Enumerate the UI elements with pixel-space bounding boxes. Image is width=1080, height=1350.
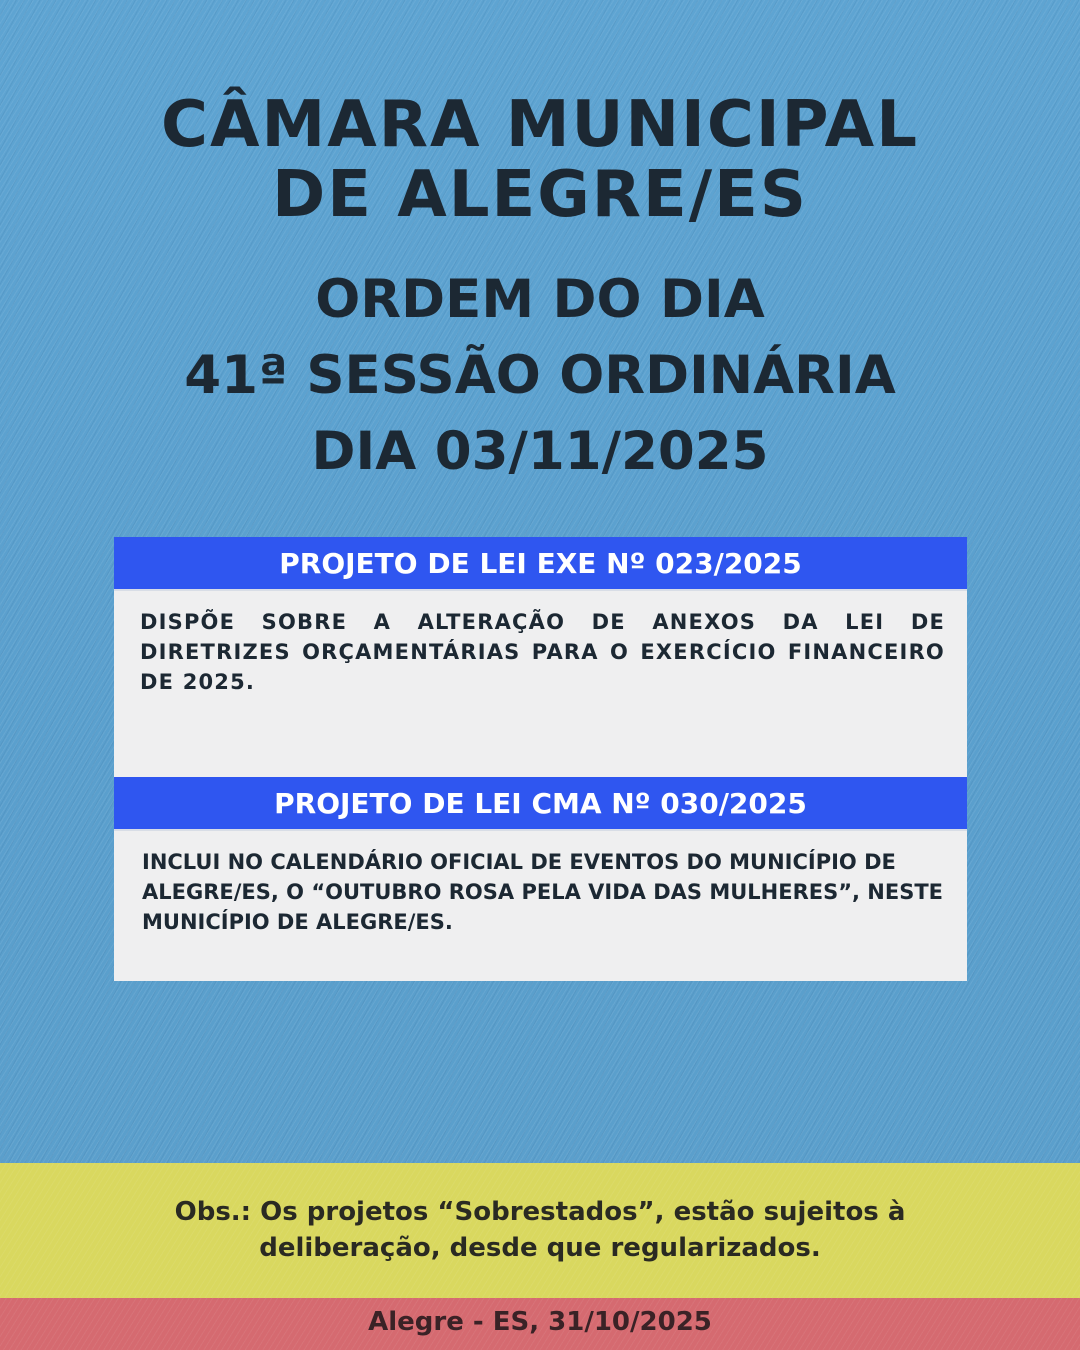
page-title (0, 90, 1080, 230)
session-date: DIA 03/11/2025 (311, 421, 769, 482)
observation-line-2: deliberação, desde que regularizados. (259, 1233, 821, 1263)
project-card-1 (114, 537, 967, 777)
project-title-1: PROJETO DE LEI EXE Nº 023/2025 (114, 537, 967, 591)
title-line-1: CÂMARA MUNICIPAL (161, 88, 919, 162)
project-title-2: PROJETO DE LEI CMA Nº 030/2025 (114, 777, 967, 831)
session-heading (0, 262, 1080, 490)
project-description-1: DISPÕE SOBRE A ALTERAÇÃO DE ANEXOS DA LEI DE DIRETRIZES ORÇAMENTÁRIAS PARA O EXERCÍCIO FINANCEIRO DE 2025. (140, 610, 945, 694)
project-description-2: INCLUI NO CALENDÁRIO OFICIAL DE EVENTOS DO MUNICÍPIO DE ALEGRE/ES, O “OUTUBRO ROSA PELA VIDA DAS MULHERES”, NESTE MUNICÍPIO DE ALEGRE/ES. (142, 850, 944, 934)
title-line-2: DE ALEGRE/ES (272, 158, 808, 232)
project-card-2 (114, 777, 967, 981)
agenda-label: ORDEM DO DIA (315, 269, 765, 330)
place-date: Alegre - ES, 31/10/2025 (368, 1307, 712, 1337)
session-label: 41ª SESSÃO ORDINÁRIA (184, 345, 896, 406)
observation-note (0, 1194, 1080, 1266)
observation-line-1: Obs.: Os projetos “Sobrestados”, estão sujeitos à (174, 1197, 906, 1227)
